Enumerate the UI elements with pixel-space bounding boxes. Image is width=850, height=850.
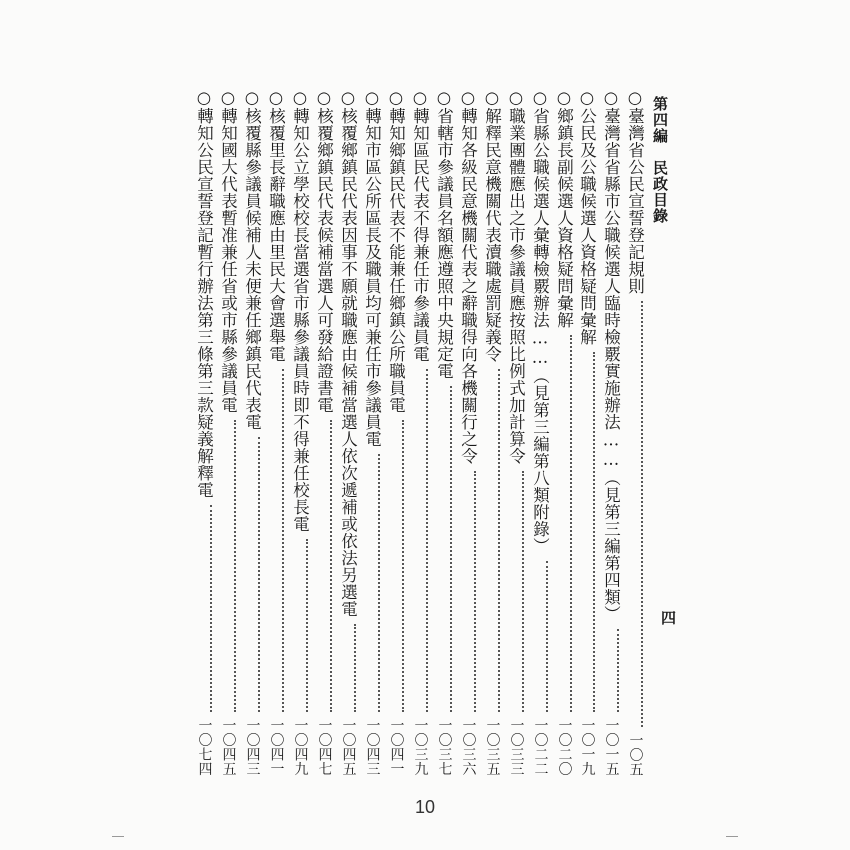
dot-leader <box>306 539 308 713</box>
dot-leader <box>593 352 595 713</box>
entry-title: ○臺灣省省縣市公職候選人臨時檢覈實施辦法……（見第三編第四類） <box>601 88 621 623</box>
dot-leader <box>378 454 380 713</box>
entry-page: 一〇四五 <box>220 718 237 776</box>
toc-entry <box>555 88 572 776</box>
entry-title: ○核覆縣參議員候補人未便兼任鄉鎮民代表電 <box>242 88 262 431</box>
dot-leader <box>450 386 452 713</box>
toc-entry <box>507 88 524 776</box>
entry-page: 一〇四一 <box>388 718 405 776</box>
toc-entry <box>602 88 619 776</box>
entry-page: 一〇七四 <box>196 718 213 776</box>
entry-title: ○轉知公民宣誓登記暫行辦法第三條第三款疑義解釋電 <box>194 88 214 499</box>
toc-entry <box>387 88 404 776</box>
entry-title: ○臺灣省公民宣誓登記規則 <box>625 88 645 295</box>
toc-entry <box>483 88 500 776</box>
entry-title: ○解釋民意機關代表瀆職處罰疑義令 <box>482 88 502 363</box>
entry-page: 一〇一九 <box>579 718 596 776</box>
entry-title: ○轉知鄉鎮民代表不能兼任鄉鎮公所職員電 <box>386 88 406 414</box>
crop-mark <box>112 836 124 837</box>
entry-title: ○省縣公職候選人彙轉檢覈辦法……（見第三編第八類附錄） <box>530 88 550 555</box>
entry-title: ○轉知市區公所區長及職員均可兼任市參議員電 <box>362 88 382 448</box>
entry-page: 一〇四三 <box>244 718 261 776</box>
dot-leader <box>426 369 428 713</box>
entry-page: 一〇五 <box>627 732 644 776</box>
toc-entry <box>267 88 284 776</box>
entry-page: 一〇三六 <box>460 718 477 776</box>
entry-page: 一〇四九 <box>292 718 309 776</box>
dot-leader <box>354 624 356 713</box>
entry-page: 一〇三三 <box>508 718 525 776</box>
toc-entry <box>243 88 260 776</box>
toc-entry <box>578 88 595 776</box>
entry-title: ○核覆里長辭職應由里民大會選舉電 <box>266 88 286 363</box>
toc-entry <box>195 88 212 776</box>
dot-leader <box>210 505 212 713</box>
toc-entry <box>411 88 428 776</box>
dot-leader <box>474 471 476 713</box>
toc-entry <box>531 88 548 776</box>
toc-entry <box>291 88 308 776</box>
page-number: 10 <box>414 797 436 817</box>
entry-page: 一〇二二 <box>532 718 549 776</box>
entry-title: ○轉知國大代表暫准兼任省或市縣參議員電 <box>218 88 238 414</box>
crop-mark <box>726 836 738 837</box>
dot-leader <box>330 420 332 713</box>
entry-page: 一〇四一 <box>268 718 285 776</box>
entry-page: 一〇三五 <box>484 718 501 776</box>
entry-page: 一〇一五 <box>603 718 620 776</box>
dot-leader <box>498 369 500 713</box>
entry-page: 一〇四七 <box>316 718 333 776</box>
dot-leader <box>641 301 643 727</box>
section-header: 第四編 民政目錄 <box>651 96 669 224</box>
entry-title: ○轉知各級民意機關代表之辭職得向各機關行之令 <box>458 88 478 465</box>
entry-title: ○核覆鄉鎮民代表因事不願就職應由候補當選人依次遞補或依法另選電 <box>338 88 358 618</box>
entry-title: ○轉知公立學校校長當選省市縣參議員時即不得兼任校長電 <box>290 88 310 533</box>
entry-title: ○鄉鎮長副候選人資格疑問彙解 <box>554 88 574 329</box>
toc-entry <box>626 88 643 776</box>
folio-cjk-numeral: 四 <box>659 610 677 625</box>
dot-leader <box>282 369 284 713</box>
entry-title: ○省轄市參議員名額應遵照中央規定電 <box>434 88 454 380</box>
entry-title: ○公民及公職候選人資格疑問彙解 <box>577 88 597 346</box>
toc-entry <box>315 88 332 776</box>
dot-leader <box>522 471 524 713</box>
dot-leader <box>402 420 404 713</box>
dot-leader <box>546 561 548 713</box>
toc-entry <box>459 88 476 776</box>
toc-entry <box>219 88 236 776</box>
dot-leader <box>234 420 236 713</box>
entry-title: ○職業團體應出之市參議員應按照比例式加計算令 <box>506 88 526 465</box>
entry-page: 一〇四三 <box>364 718 381 776</box>
toc-entry <box>363 88 380 776</box>
entry-page: 一〇三七 <box>436 718 453 776</box>
entry-page: 一〇四五 <box>340 718 357 776</box>
dot-leader <box>258 437 260 713</box>
dot-leader <box>617 629 619 713</box>
entry-title: ○核覆鄉鎮民代表候補當選人可發給證書電 <box>314 88 334 414</box>
toc-entry <box>435 88 452 776</box>
entry-title: ○轉知區民代表不得兼任市參議員電 <box>410 88 430 363</box>
dot-leader <box>570 335 572 713</box>
entry-page: 一〇二〇 <box>556 718 573 776</box>
toc-entry <box>339 88 356 776</box>
entry-page: 一〇三九 <box>412 718 429 776</box>
